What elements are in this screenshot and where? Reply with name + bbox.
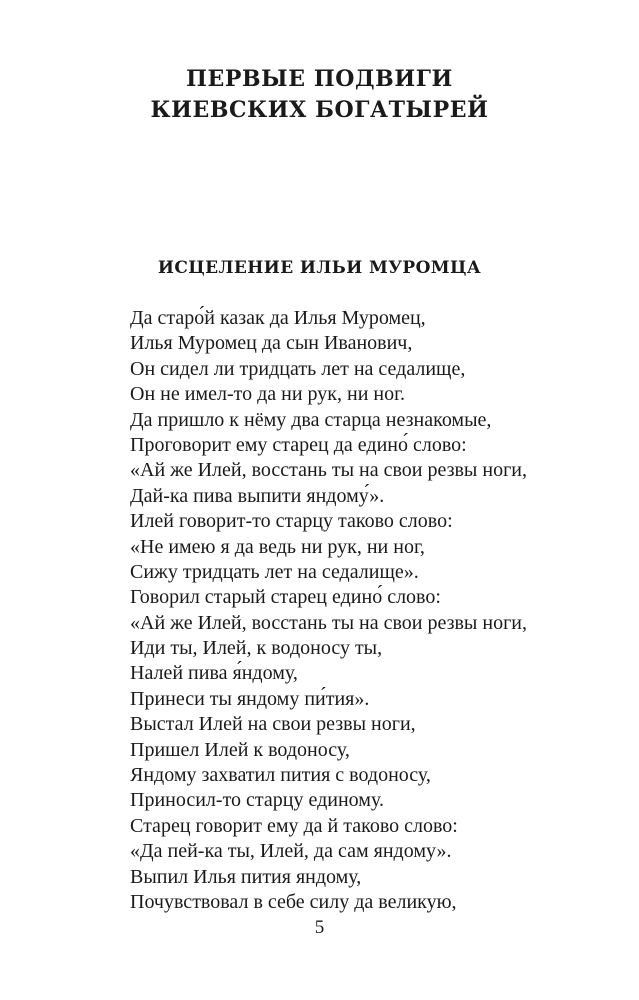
chapter-title-line-1: ПЕРВЫЕ ПОДВИГИ bbox=[186, 66, 453, 92]
poem-line: «Ай же Илей, восстань ты на свои резвы ноги, bbox=[130, 459, 527, 482]
poem-line: Сижу тридцать лет на седалище». bbox=[130, 560, 419, 583]
poem-line: Илья Муромец да сын Иванович, bbox=[130, 332, 413, 355]
poem-line: Он сидел ли тридцать лет на седалище, bbox=[130, 357, 466, 380]
poem-line: «Да пей-ка ты, Илей, да сам яндому». bbox=[130, 840, 452, 863]
poem-line: Да пришло к нёму два старца незнакомые, bbox=[130, 408, 492, 431]
poem-line: Проговорит ему старец да едино́ слово: bbox=[130, 433, 467, 456]
poem-line: Пришел Илей к водоносу, bbox=[130, 738, 350, 761]
poem-line: Приносил-то старцу единому. bbox=[130, 789, 384, 812]
poem-line: Говорил старый старец едино́ слово: bbox=[130, 586, 441, 609]
chapter-title-line-2: КИЕВСКИХ БОГАТЫРЕЙ bbox=[150, 97, 489, 123]
poem-text bbox=[130, 306, 610, 915]
poem-line: Выстал Илей на свои резвы ноги, bbox=[130, 713, 416, 736]
poem-line: Почувствовал в себе силу да великую, bbox=[130, 890, 457, 913]
poem-line: Иди ты, Илей, к водоносу ты, bbox=[130, 637, 383, 660]
poem-line: Илей говорит-то старцу таково слово: bbox=[130, 510, 453, 533]
section-title: ИСЦЕЛЕНИЕ ИЛЬИ МУРОМЦА bbox=[157, 258, 482, 278]
poem-line: Выпил Илья пития яндому, bbox=[130, 865, 362, 888]
poem-line: Старец говорит ему да й таково слово: bbox=[130, 814, 458, 837]
poem-line: «Не имею я да ведь ни рук, ни ног, bbox=[130, 535, 425, 558]
chapter-title bbox=[0, 64, 639, 126]
poem-line: Принеси ты яндому пи́тия». bbox=[130, 687, 370, 710]
poem-line: Дай-ка пива выпити яндому́». bbox=[130, 484, 385, 507]
poem-line: Яндому захватил пития с водоносу, bbox=[130, 764, 431, 787]
poem-line: Он не имел-то да ни рук, ни ног. bbox=[130, 383, 406, 406]
poem-line: Налей пива я́ндому, bbox=[130, 662, 298, 685]
poem-line: «Ай же Илей, восстань ты на свои резвы ноги, bbox=[130, 611, 527, 634]
page-number: 5 bbox=[314, 917, 325, 938]
poem-line: Да старо́й казак да Илья Муромец, bbox=[130, 307, 426, 329]
